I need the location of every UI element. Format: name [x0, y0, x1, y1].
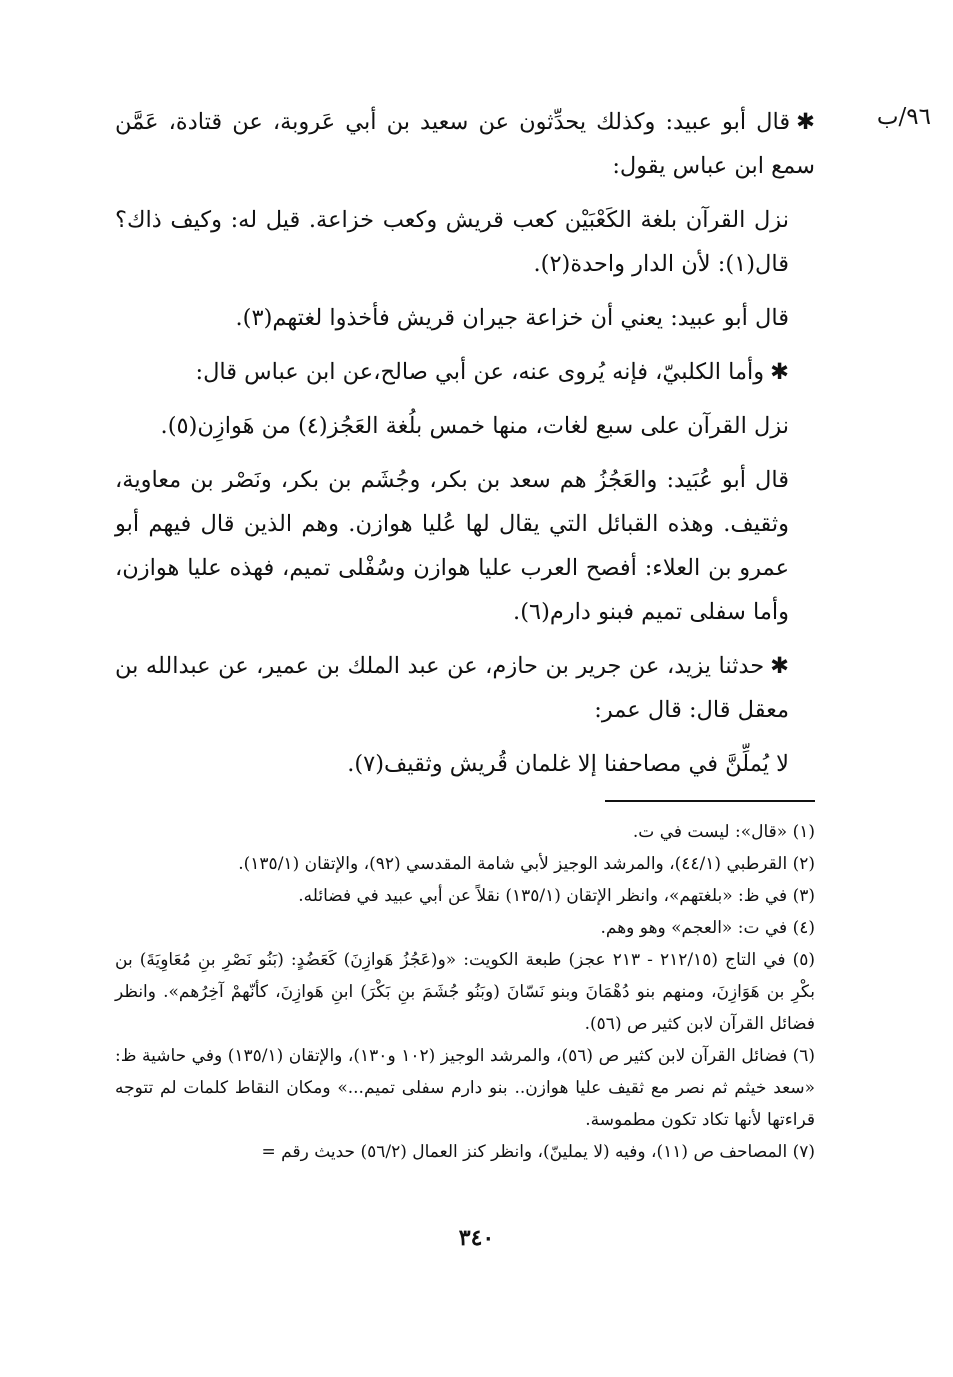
- margin-folio-note: ٩٦/ب: [876, 104, 931, 130]
- footnote: (٦) فضائل القرآن لابن كثير ص (٥٦)، والمرشد الوجيز (١٠٢ و١٣٠)، والإتقان (١٣٥/١) وفي حاشية ظ: «سعد خيثم ثم نصر مع ثقيف عليا هوازن.. بنو دارم سفلى تميم...» ومكان النقاط كلمات لم تتوجه قراءتها لأنها تكاد تكون مطموسة.: [115, 1046, 816, 1130]
- paragraph: [115, 404, 815, 448]
- page-number: ٣٤٠: [458, 1225, 495, 1251]
- paragraph-text: حدثنا يزيد، عن جرير بن حازم، عن عبد الملك بن عمير، عن عبدالله بن معقل قال: قال عمر:: [115, 653, 789, 723]
- footnote: (٢) القرطبي (٤٤/١)، والمرشد الوجيز لأبي شامة المقدسي (٩٢)، والإتقان (١٣٥/١).: [238, 854, 815, 874]
- paragraph: [115, 644, 815, 732]
- paragraph-text: نزل القرآن على سبع لغات، منها خمس بلُغة العَجُز(٤) من هَوازِن(٥).: [160, 413, 789, 439]
- footnote: (٧) المصاحف ص (١١)، وفيه (لا يملينّ)، وانظر كنز العمال (٥٦/٢) حديث رقم =: [261, 1142, 815, 1162]
- footnote: (٤) في ت: «العجم» وهو وهم.: [600, 918, 815, 938]
- paragraph: [115, 458, 815, 634]
- footnote: (٥) في التاج (٢١٢/١٥ - ٢١٣ عجز) طبعة الكويت: «و(عَجُزُ هَوازِنَ) كَعَضُدٍ: (بَنُو نَصْرِ بنِ مُعَاوِيَةَ) بن بكْرِ بن هَوَازِنَ، ومنهم بنو دُهْمَانَ وبنو نَسّانَ (وبَنُو جُشَمَ بنِ بَكْرَ) ابنِ هَوازِنَ، كأنّهمْ آخِرُهم». وانظر فضائل القرآن لابن كثير ص (٥٦).: [115, 950, 815, 1034]
- paragraph-text: نزل القرآن بلغة الكَعْبَيْن كعب قريش وكعب خزاعة. قيل له: وكيف ذاك؟ قال(١): لأن الدار واحدة(٢).: [115, 207, 789, 277]
- paragraph-text: قال أبو عُبَيد: والعَجُزُ هم سعد بن بكر، وجُشَم بن بكر، ونَصْر بن معاوية، وثقيف. وهذه القبائل التي يقال لها عُليا هوازن. وهم الذين قال فيهم أبو عمرو بن العلاء: أفصح العرب عليا هوازن وسُفْلى تميم، فهذه عليا هوازن، وأما سفلى تميم فبنو دارم(٦).: [115, 467, 789, 625]
- paragraph: [115, 350, 815, 394]
- footnotes: [115, 816, 815, 1168]
- paragraph: [115, 742, 815, 786]
- main-text: [115, 100, 815, 796]
- paragraph: [115, 100, 815, 188]
- paragraph: [115, 296, 815, 340]
- paragraph-text: وأما الكلبيّ، فإنه يُروى عنه، عن أبي صالح،عن ابن عباس قال:: [195, 359, 765, 385]
- footnote: (٣) في ظ: «بلغتهم»، وانظر الإتقان (١٣٥/١) نقلاً عن أبي عبيد في فضائله.: [298, 886, 815, 906]
- star-icon: ✱: [796, 109, 815, 135]
- star-icon: ✱: [770, 653, 789, 679]
- footnote-divider: [605, 800, 815, 802]
- paragraph-text: قال أبو عبيد: وكذلك يحدِّثون عن سعيد بن أبي عَروبة، عن قتادة، عَمَّن سمع ابن عباس يقول:: [115, 109, 815, 179]
- paragraph-text: قال أبو عبيد: يعني أن خزاعة جيران قريش فأخذوا لغتهم(٣).: [235, 305, 789, 331]
- footnote: (١) «قال»: ليست في ت.: [632, 822, 815, 842]
- paragraph-text: لا يُملِّنَّ في مصاحفنا إلا غلمان قُريش وثقيف(٧).: [347, 751, 789, 777]
- star-icon: ✱: [770, 359, 789, 385]
- paragraph: [115, 198, 815, 286]
